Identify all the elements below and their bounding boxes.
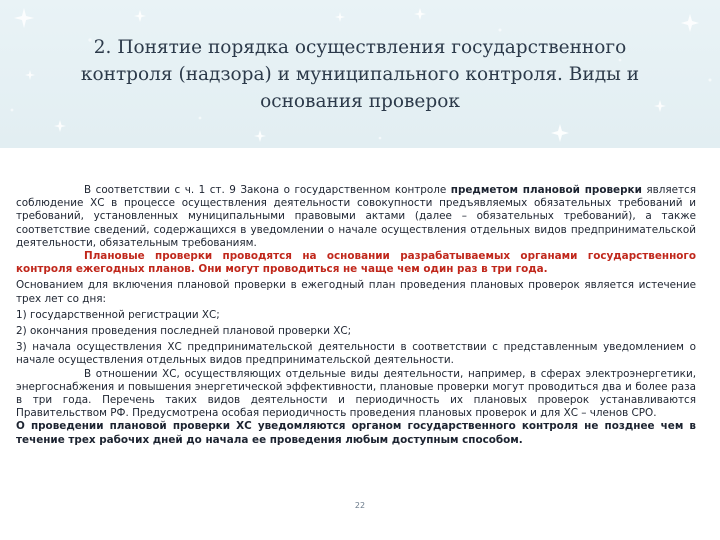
list-item-3: 3) начала осуществления ХС предпринимательской деятельности в соответствии с представленным уведомлением о начале осуществления отдельных видов предпринимательской деятельности. xyxy=(16,341,696,367)
slide-body xyxy=(16,184,696,447)
paragraph-grounds: Основанием для включения плановой проверки в ежегодный план проведения плановых проверок является истечение трех лет со дня: xyxy=(16,279,696,305)
list-item-1: 1) государственной регистрации ХС; xyxy=(16,308,220,321)
page-number: 22 xyxy=(354,501,366,510)
paragraph-plans-highlight: Плановые проверки проводятся на основании разрабатываемых органами государственного контроля ежегодных планов. Они могут проводиться не чаще чем один раз в три года. xyxy=(16,250,696,276)
title-line-1: 2. Понятие порядка осуществления государственного xyxy=(93,37,627,58)
title-line-3: основания проверок xyxy=(260,91,460,112)
slide-title xyxy=(40,34,680,115)
paragraph-notification: О проведении плановой проверки ХС уведомляются органом государственного контроля не позднее чем в течение трех рабочих дней до начала ее проведения любым доступным способом. xyxy=(16,420,696,446)
paragraph-subject xyxy=(16,184,696,250)
bold-term: предметом плановой проверки xyxy=(450,184,642,196)
text-run: В соответствии с ч. 1 ст. 9 Закона о государственном контроле xyxy=(84,184,451,196)
title-banner xyxy=(0,0,720,148)
paragraph-special-frequency: В отношении ХС, осуществляющих отдельные виды деятельности, например, в сферах электроэнергетики, энергоснабжения и повышения энергетической эффективности, плановые проверки могут проводиться два и более раза в три года. Перечень таких видов деятельности и периодичность их плановых проверок устанавливаются Правительством РФ. Предусмотрена особая периодичность проведения плановых проверок и для ХС – членов СРО. xyxy=(16,367,696,420)
title-line-2: контроля (надзора) и муниципального контроля. Виды и xyxy=(80,64,640,85)
list-item-2: 2) окончания проведения последней плановой проверки ХС; xyxy=(16,325,352,338)
text-run: является соблюдение ХС в процессе осуществления деятельности совокупности предъявляемых обязательных требований и требований, установленных муниципальными правовыми актами (далее – обязательных требований), а также соответствие сведений, содержащихся в уведомлении о начале осуществления отдельных видов предпринимательской деятельности, обязательным требованиям. xyxy=(16,184,697,249)
